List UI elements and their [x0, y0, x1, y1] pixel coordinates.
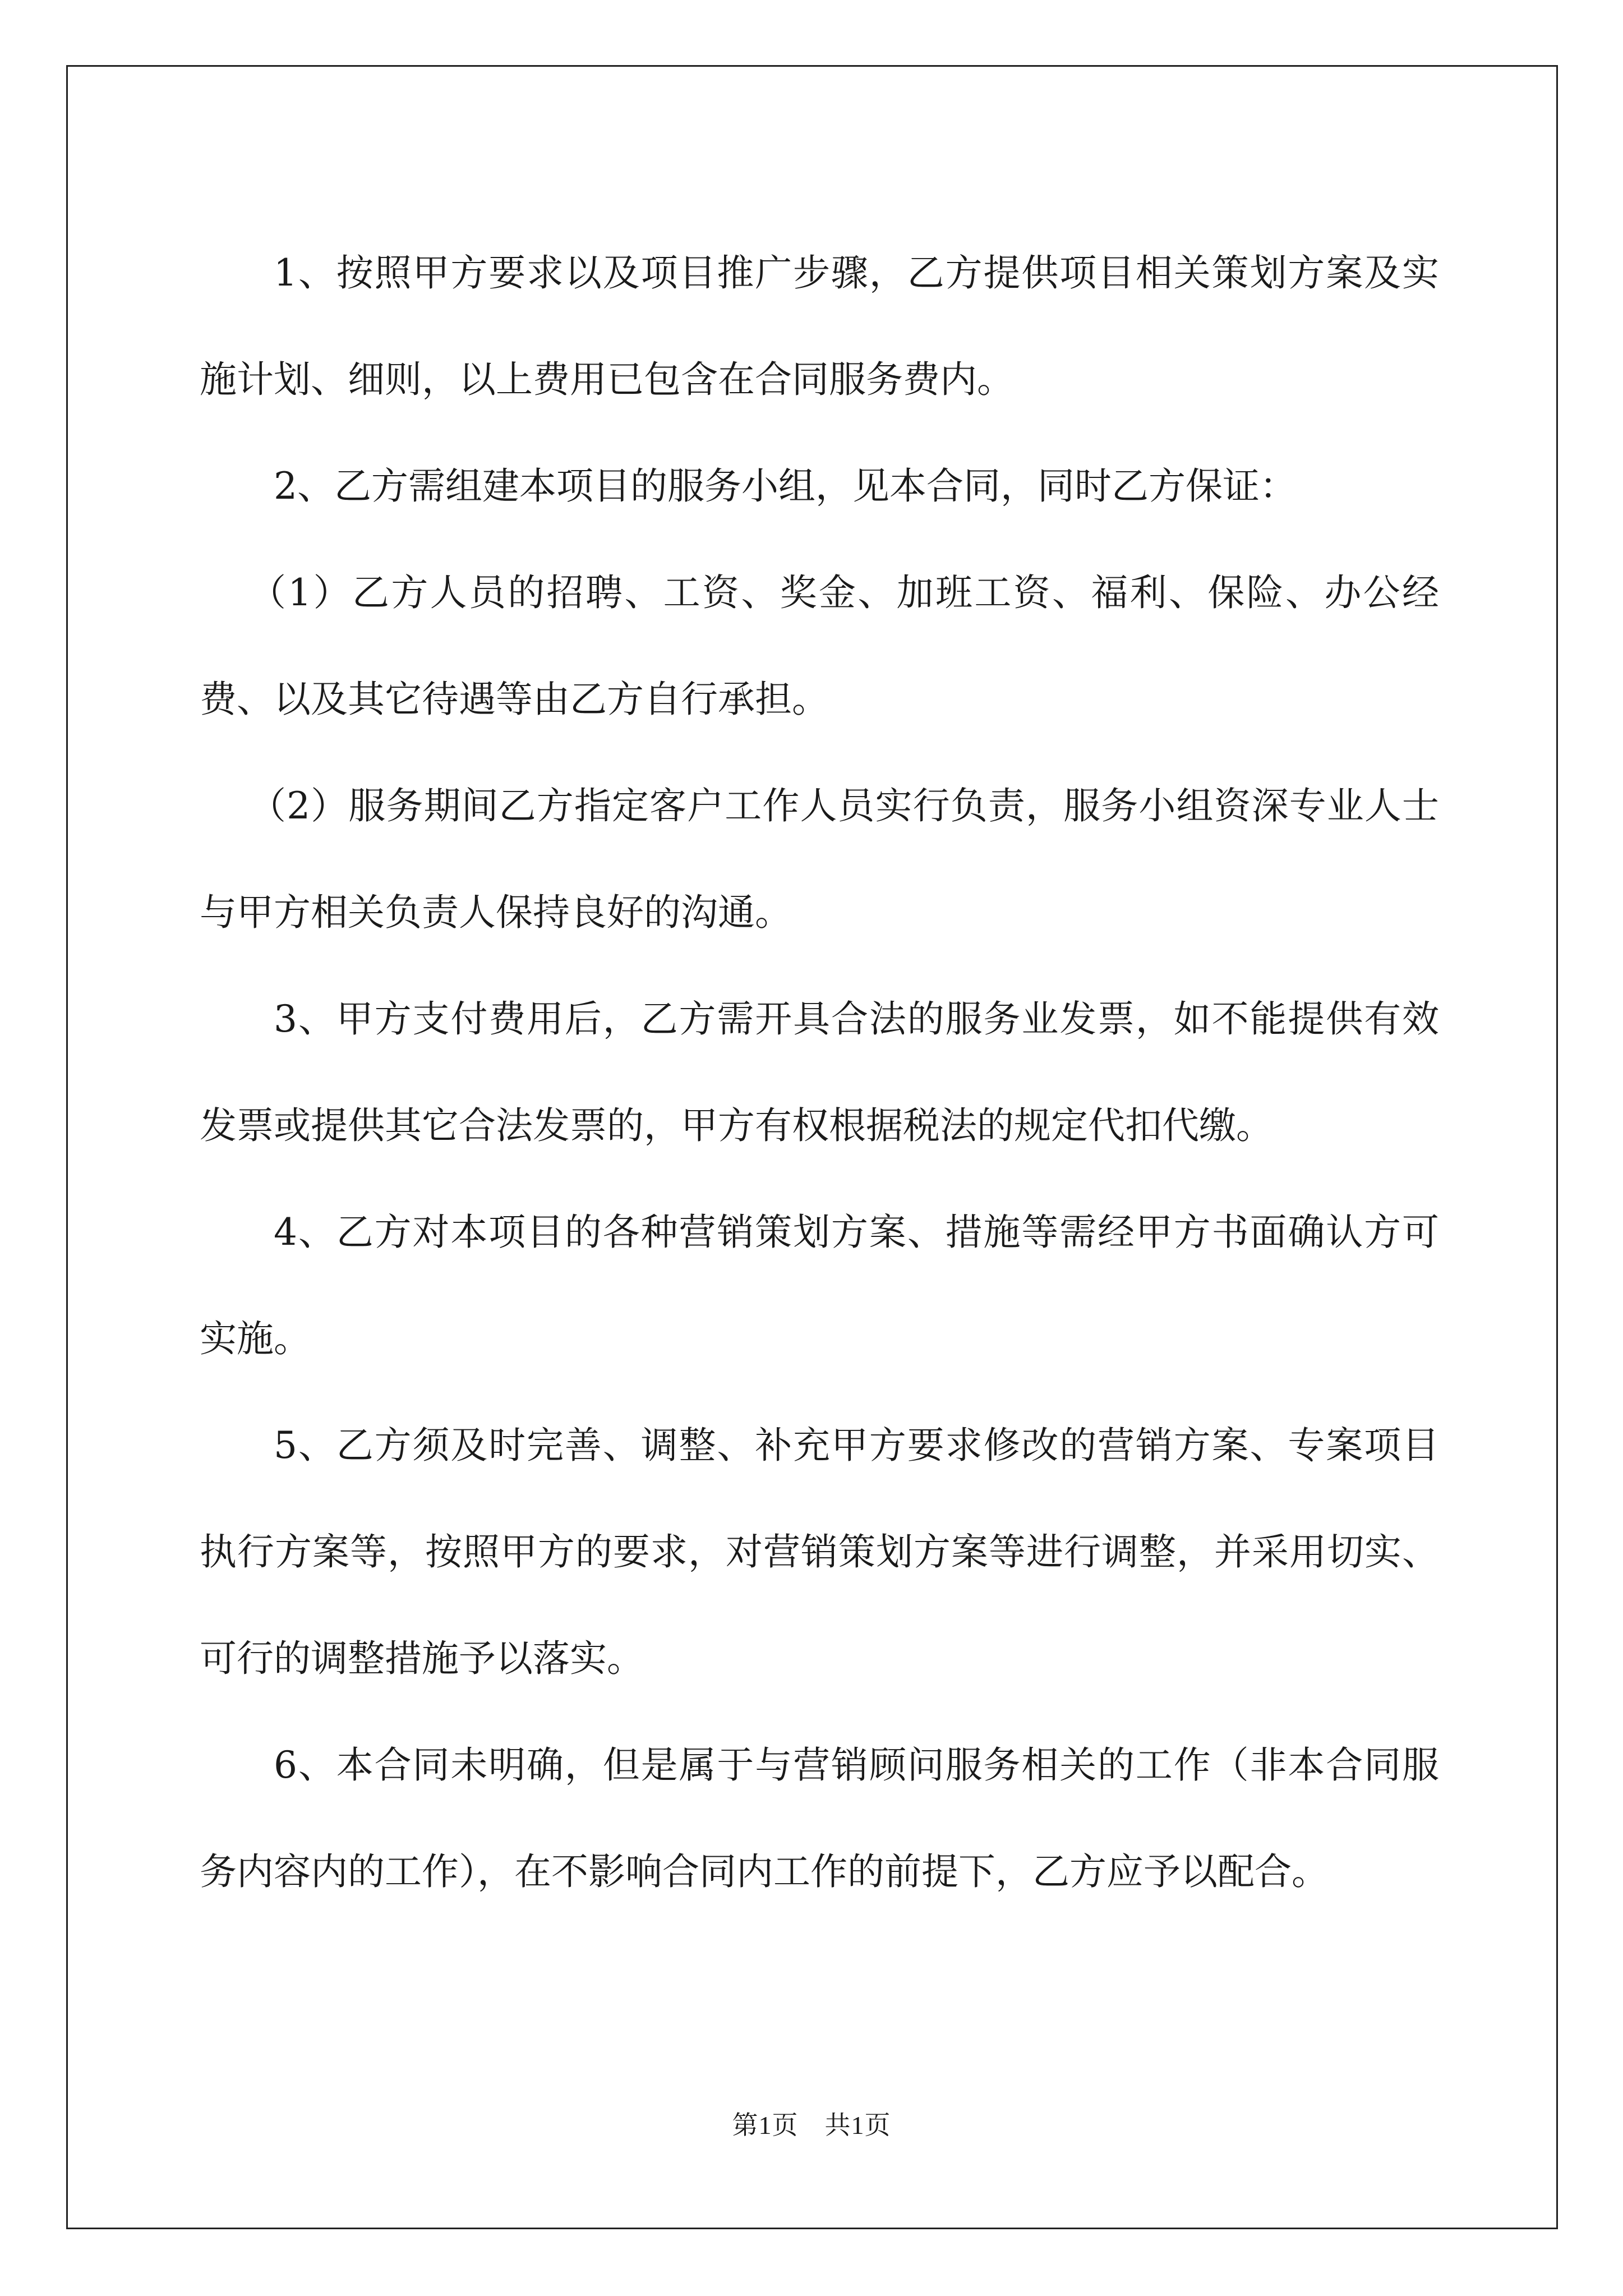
paragraph-1: 1、按照甲方要求以及项目推广步骤，乙方提供项目相关策划方案及实施计划、细则，以上费用已包含在合同服务费内。 — [200, 251, 1439, 401]
paragraph-4: 4、乙方对本项目的各种营销策划方案、措施等需经甲方书面确认方可实施。 — [200, 1211, 1439, 1360]
paragraph-3: 3、甲方支付费用后，乙方需开具合法的服务业发票，如不能提供有效发票或提供其它合法发票的，甲方有权根据税法的规定代扣代缴。 — [200, 997, 1439, 1147]
paragraph-2-item-2: （2）服务期间乙方指定客户工作人员实行负责，服务小组资深专业人士与甲方相关负责人保持良好的沟通。 — [200, 784, 1439, 934]
paragraph-2-item-1: （1）乙方人员的招聘、工资、奖金、加班工资、福利、保险、办公经费、以及其它待遇等由乙方自行承担。 — [200, 571, 1439, 721]
paragraph-6: 6、本合同未明确，但是属于与营销顾问服务相关的工作（非本合同服务内容内的工作），在不影响合同内工作的前提下，乙方应予以配合。 — [200, 1743, 1439, 1893]
paragraph-2: 2、乙方需组建本项目的服务小组，见本合同，同时乙方保证： — [274, 464, 1297, 508]
document-body — [200, 220, 1439, 1925]
page-number-footer: 第1页 共1页 — [732, 2111, 891, 2139]
paragraph-5: 5、乙方须及时完善、调整、补充甲方要求修改的营销方案、专案项目执行方案等，按照甲方的要求，对营销策划方案等进行调整，并采用切实、可行的调整措施予以落实。 — [200, 1424, 1439, 1680]
